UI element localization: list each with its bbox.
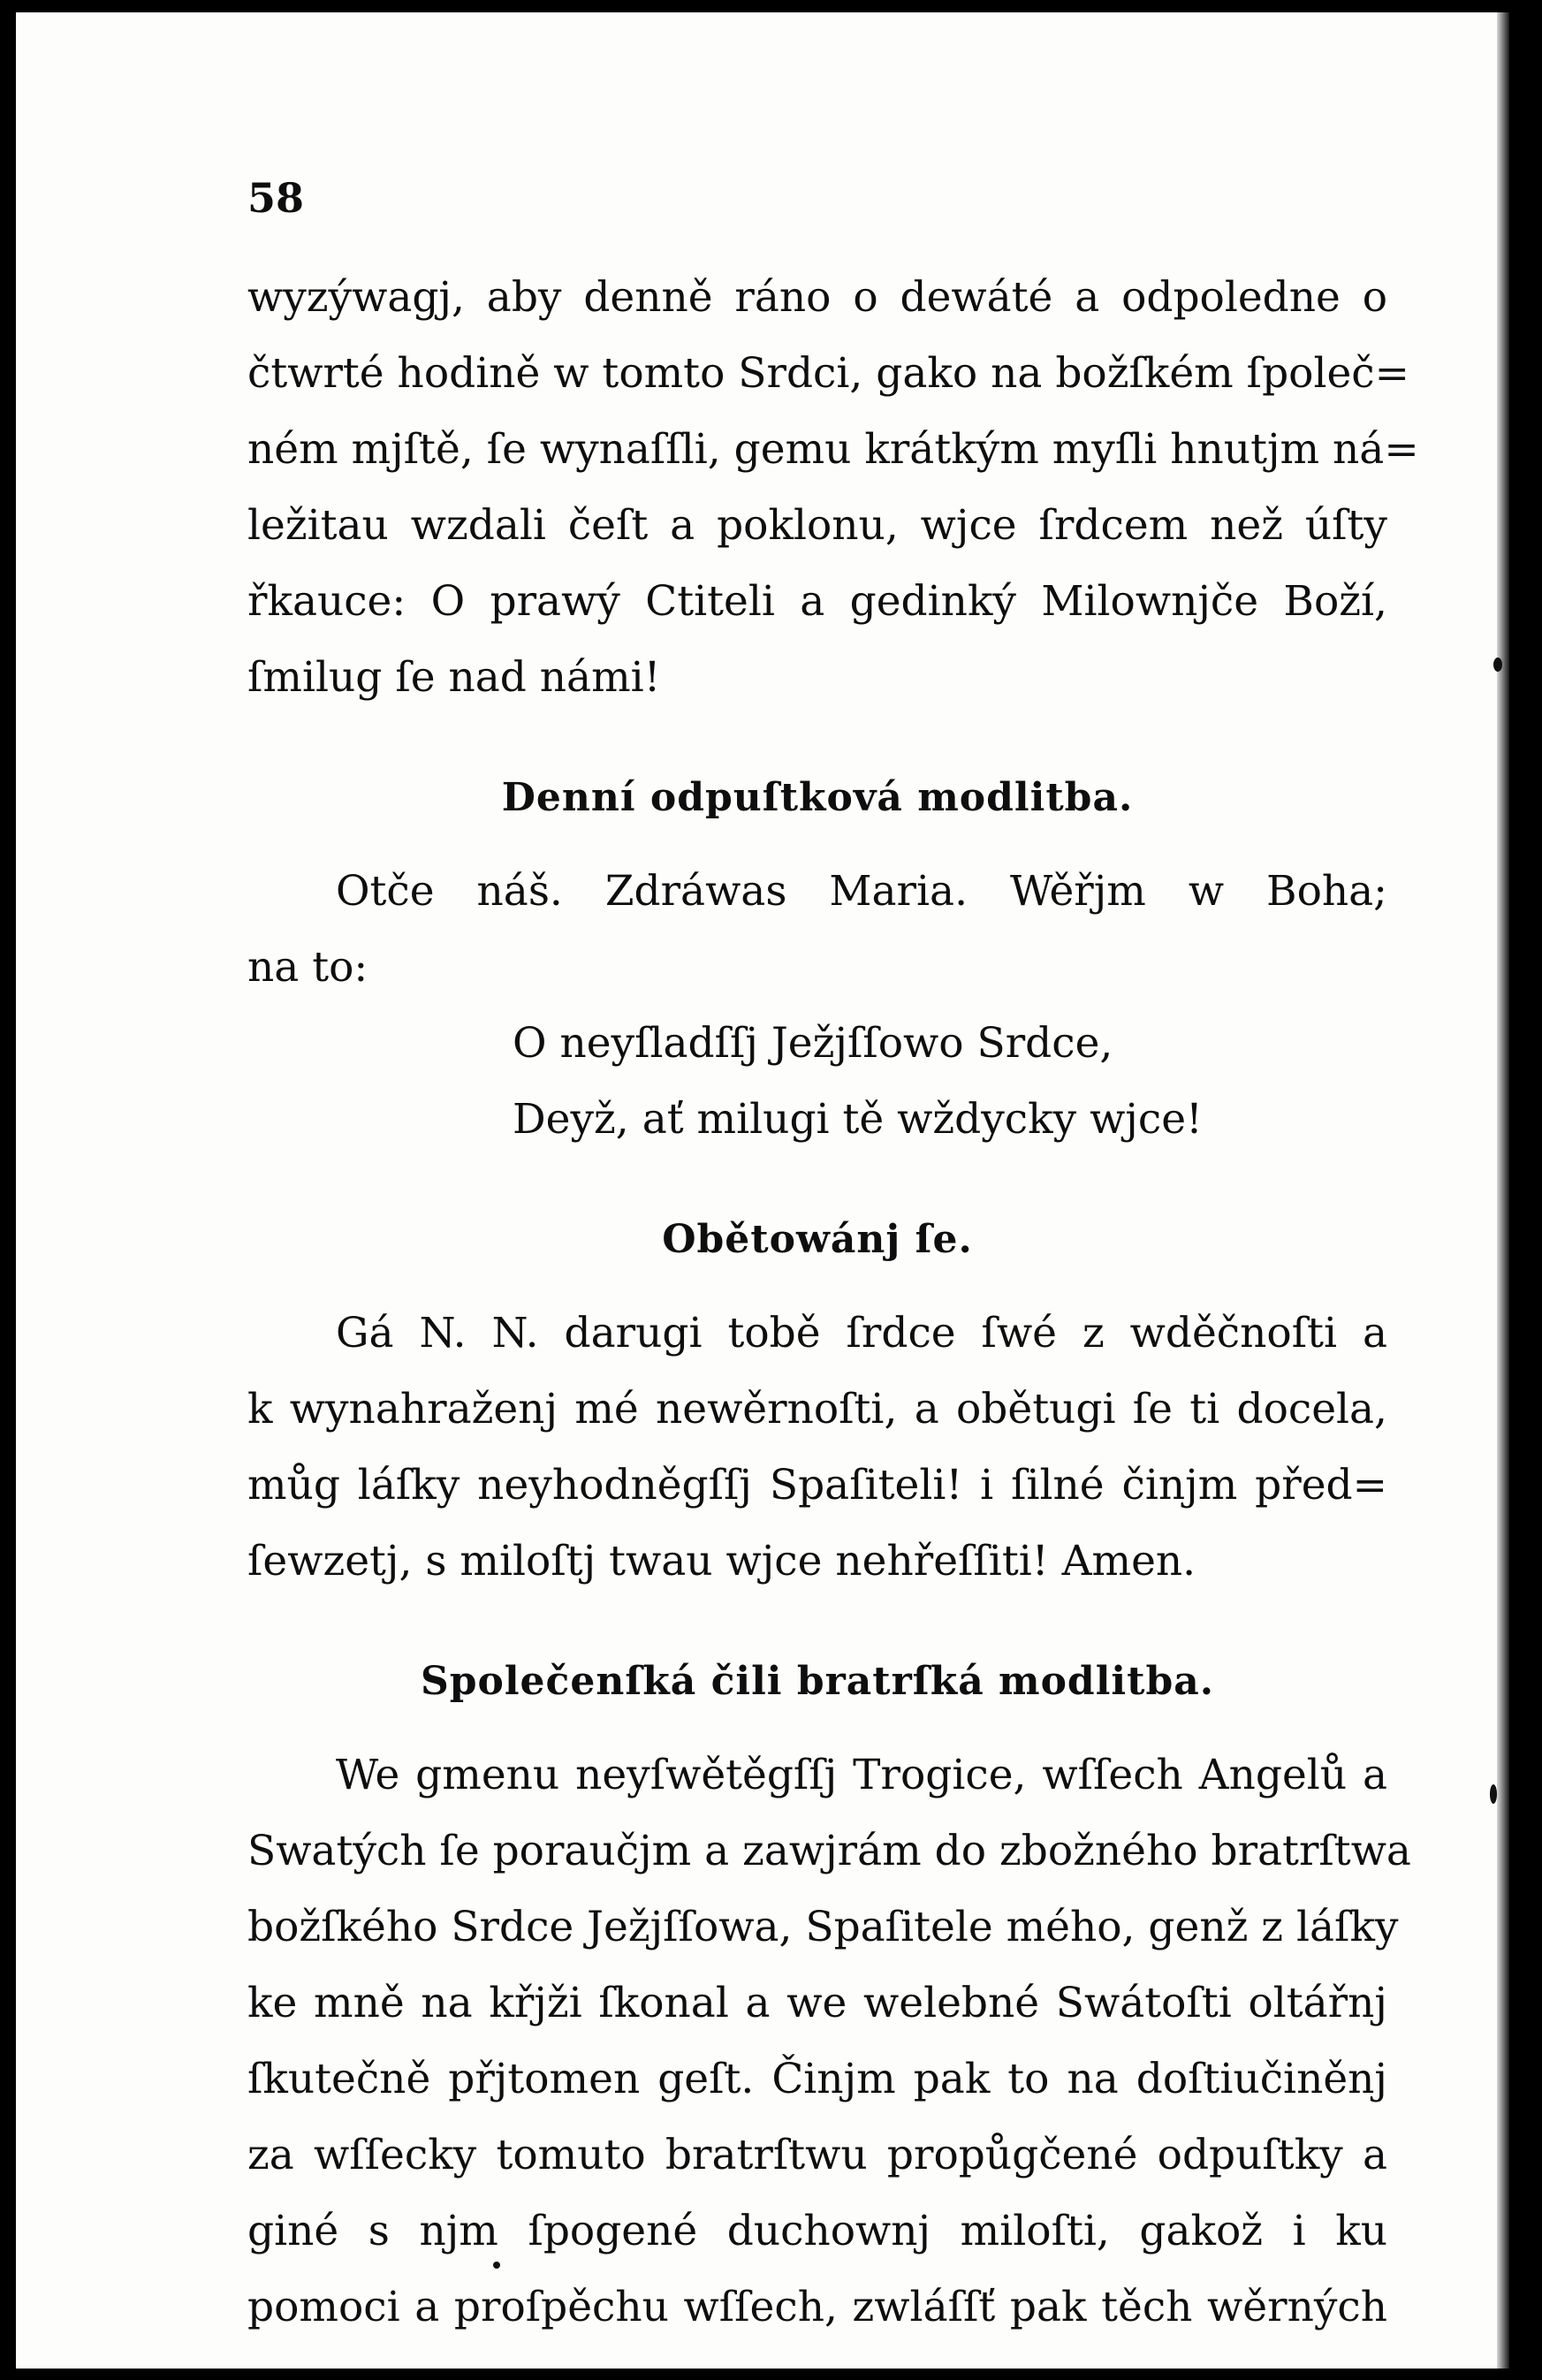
text-line: na to: xyxy=(247,943,368,992)
text-line: řkauce: O prawý Ctiteli a gedinký Milownjče Boží, xyxy=(247,577,1387,626)
text-line: pomoci a proſpěchu wſſech, zwláſſť pak těch wěrných xyxy=(247,2283,1387,2331)
text-line: Otče náš. Zdráwas Maria. Wěřjm w Boha; xyxy=(336,867,1387,916)
text-line: za wſſecky tomuto bratrſtwu propůgčené odpuſtky a xyxy=(247,2131,1387,2179)
text-line: božſkého Srdce Ježjſſowa, Spaſitele mého, genž z láſky xyxy=(247,1903,1399,1951)
text-line: ſkutečně přjtomen geſt. Činjm pak to na doſtiučiněnj xyxy=(247,2055,1387,2103)
paragraph-intro xyxy=(247,260,1419,716)
text-line: čtwrté hodině w tomto Srdci, gako na božſkém ſpoleč= xyxy=(247,349,1410,398)
section-heading: Denní odpuſtková modlitba. xyxy=(501,775,1134,820)
text-line: wyzýwagj, aby denně ráno o dewáté a odpoledne o xyxy=(247,273,1387,322)
text-line: ſmilug ſe nad námi! xyxy=(247,653,661,702)
text-line: ke mně na křjži ſkonal a we welebné Swátoſti oltářnj xyxy=(247,1979,1387,2027)
text-line: We gmenu neyſwětěgſſj Trogice, wſſech Angelů a xyxy=(336,1751,1387,1799)
page-number: 58 xyxy=(247,174,305,222)
text-line: ležitau wzdali čeſt a poklonu, wjce ſrdcem než úſty xyxy=(247,501,1387,550)
section-heading: Obětowánj ſe. xyxy=(662,1217,973,1262)
page-edge-shadow xyxy=(1497,12,1509,2369)
text-line: ném mjſtě, ſe wynaſſli, gemu krátkým myſli hnutjm ná= xyxy=(247,425,1419,474)
scan-speck xyxy=(1493,658,1502,672)
text-line: k wynahraženj mé newěrnoſti, a obětugi ſe ti docela, xyxy=(247,1385,1387,1433)
scan-speck xyxy=(1490,1784,1497,1804)
page-content xyxy=(247,171,1419,2346)
verse-block xyxy=(247,1006,1387,1158)
text-line: Gá N. N. darugi tobě ſrdce ſwé z wděčnoſti a xyxy=(336,1309,1387,1357)
paragraph-offering xyxy=(247,1296,1387,1600)
section-heading: Společenſká čili bratrſká modlitba. xyxy=(420,1659,1215,1704)
verse-line: Deyž, ať milugi tě wždycky wjce! xyxy=(513,1095,1203,1144)
paragraph-fraternity xyxy=(247,1737,1411,2346)
text-line: ſewzetj, s miloſtj twau wjce nehřeſſiti! Amen. xyxy=(247,1537,1196,1585)
verse-line: O neyſladſſj Ježjſſowo Srdce, xyxy=(513,1019,1113,1068)
text-line: Swatých ſe poraučjm a zawjrám do zbožného bratrſtwa xyxy=(247,1827,1411,1875)
text-line: giné s njm ſpogené duchownj miloſti, gakož i ku xyxy=(247,2207,1387,2255)
text-line: můg láſky neyhodněgſſj Spaſiteli! i ſilné činjm před= xyxy=(247,1461,1387,1509)
paragraph-prayers xyxy=(247,854,1387,1006)
scanned-page xyxy=(16,12,1509,2369)
